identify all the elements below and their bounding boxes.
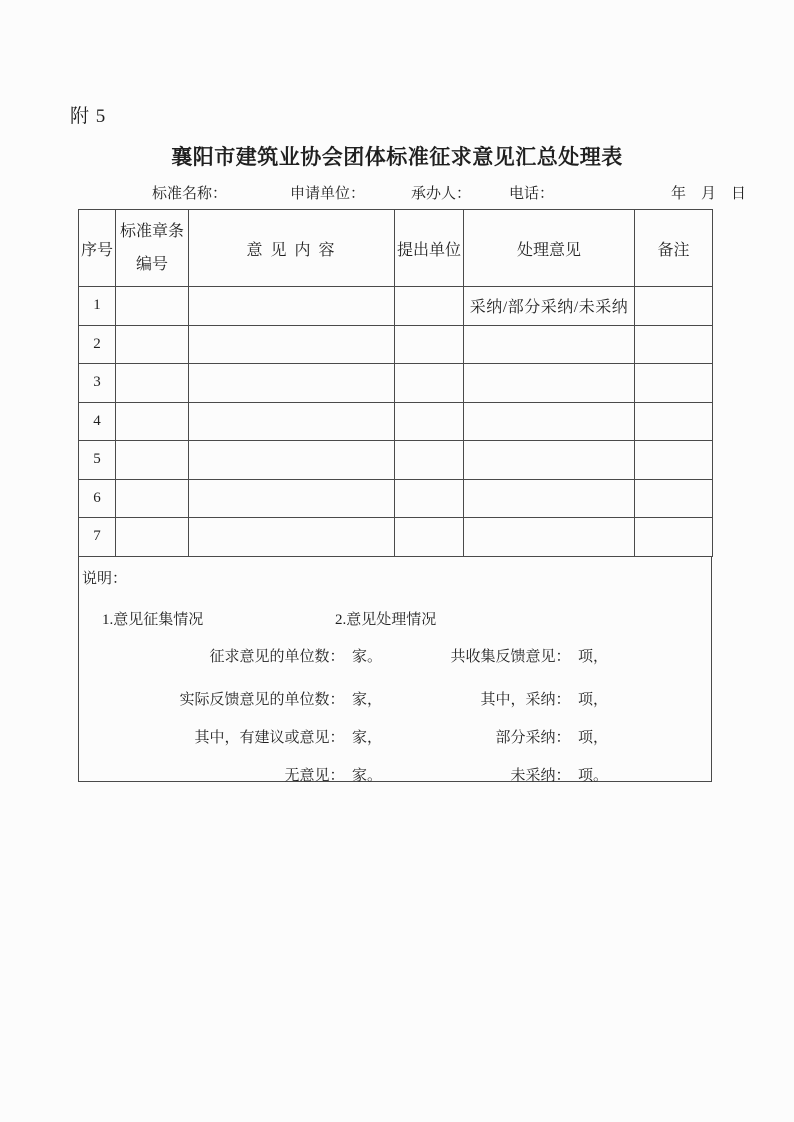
cell-chapter	[116, 325, 189, 364]
cell-remark	[635, 325, 713, 364]
cell-chapter	[116, 364, 189, 403]
cell-unit	[395, 441, 464, 480]
cell-unit	[395, 325, 464, 364]
cell-unit	[395, 287, 464, 326]
note-line-feedback-collected: 共收集反馈意见： 项，	[450, 648, 608, 665]
cell-unit	[395, 479, 464, 518]
note-heading-processing: 2.意见处理情况	[335, 611, 437, 628]
cell-content	[189, 479, 395, 518]
cell-content	[189, 441, 395, 480]
table-header-row	[79, 210, 713, 287]
cell-remark	[635, 479, 713, 518]
cell-chapter	[116, 479, 189, 518]
cell-processing	[464, 325, 635, 364]
table-row	[79, 518, 713, 557]
meta-handler-label: 承办人：	[411, 186, 472, 202]
table-row	[79, 479, 713, 518]
note-line-units-solicited: 征求意见的单位数： 家。	[209, 648, 382, 665]
notes-section	[78, 557, 712, 782]
cell-remark	[635, 441, 713, 480]
table-row	[79, 287, 713, 326]
cell-content	[189, 402, 395, 441]
column-header-chapter-number: 标准章条编号	[116, 210, 189, 287]
cell-content	[189, 325, 395, 364]
cell-processing	[464, 518, 635, 557]
cell-serial: 6	[79, 479, 116, 518]
note-line-not-adopted: 未采纳： 项。	[510, 767, 608, 784]
cell-unit	[395, 518, 464, 557]
attachment-label: 附 5	[70, 106, 107, 127]
column-header-serial: 序号	[79, 210, 116, 287]
table-row	[79, 402, 713, 441]
meta-date-label: 年 月 日	[671, 186, 747, 202]
cell-processing	[464, 479, 635, 518]
cell-serial: 1	[79, 287, 116, 326]
note-line-units-with-suggestions: 其中，有建议或意见： 家，	[194, 729, 382, 746]
column-header-remarks: 备注	[635, 210, 713, 287]
column-header-proposing-unit: 提出单位	[395, 210, 464, 287]
cell-processing	[464, 364, 635, 403]
opinion-summary-form	[78, 209, 712, 782]
cell-serial: 3	[79, 364, 116, 403]
note-line-units-replied: 实际反馈意见的单位数： 家，	[179, 691, 382, 708]
table-row	[79, 364, 713, 403]
column-header-processing-opinion: 处理意见	[464, 210, 635, 287]
cell-chapter	[116, 518, 189, 557]
table-row	[79, 441, 713, 480]
column-header-opinion-content: 意 见 内 容	[189, 210, 395, 287]
opinion-table	[78, 209, 713, 557]
cell-content	[189, 364, 395, 403]
meta-standard-name-label: 标准名称：	[152, 186, 228, 202]
note-heading-collection: 1.意见征集情况	[102, 611, 204, 628]
cell-serial: 4	[79, 402, 116, 441]
note-line-units-no-opinion: 无意见： 家。	[284, 767, 382, 784]
cell-unit	[395, 364, 464, 403]
table-row	[79, 325, 713, 364]
meta-applicant-label: 申请单位：	[290, 186, 366, 202]
cell-content	[189, 287, 395, 326]
cell-chapter	[116, 441, 189, 480]
cell-content	[189, 518, 395, 557]
cell-processing	[464, 402, 635, 441]
cell-processing: 采纳/部分采纳/未采纳	[464, 287, 635, 326]
cell-serial: 2	[79, 325, 116, 364]
page-title: 襄阳市建筑业协会团体标准征求意见汇总处理表	[171, 146, 623, 169]
cell-remark	[635, 402, 713, 441]
cell-serial: 7	[79, 518, 116, 557]
cell-chapter	[116, 402, 189, 441]
note-line-adopted: 其中，采纳： 项，	[480, 691, 608, 708]
cell-unit	[395, 402, 464, 441]
meta-line	[0, 182, 794, 204]
cell-remark	[635, 518, 713, 557]
note-line-partially-adopted: 部分采纳： 项，	[495, 729, 608, 746]
cell-remark	[635, 287, 713, 326]
cell-processing	[464, 441, 635, 480]
cell-remark	[635, 364, 713, 403]
notes-label: 说明：	[82, 570, 128, 587]
cell-chapter	[116, 287, 189, 326]
meta-phone-label: 电话：	[509, 186, 555, 202]
cell-serial: 5	[79, 441, 116, 480]
